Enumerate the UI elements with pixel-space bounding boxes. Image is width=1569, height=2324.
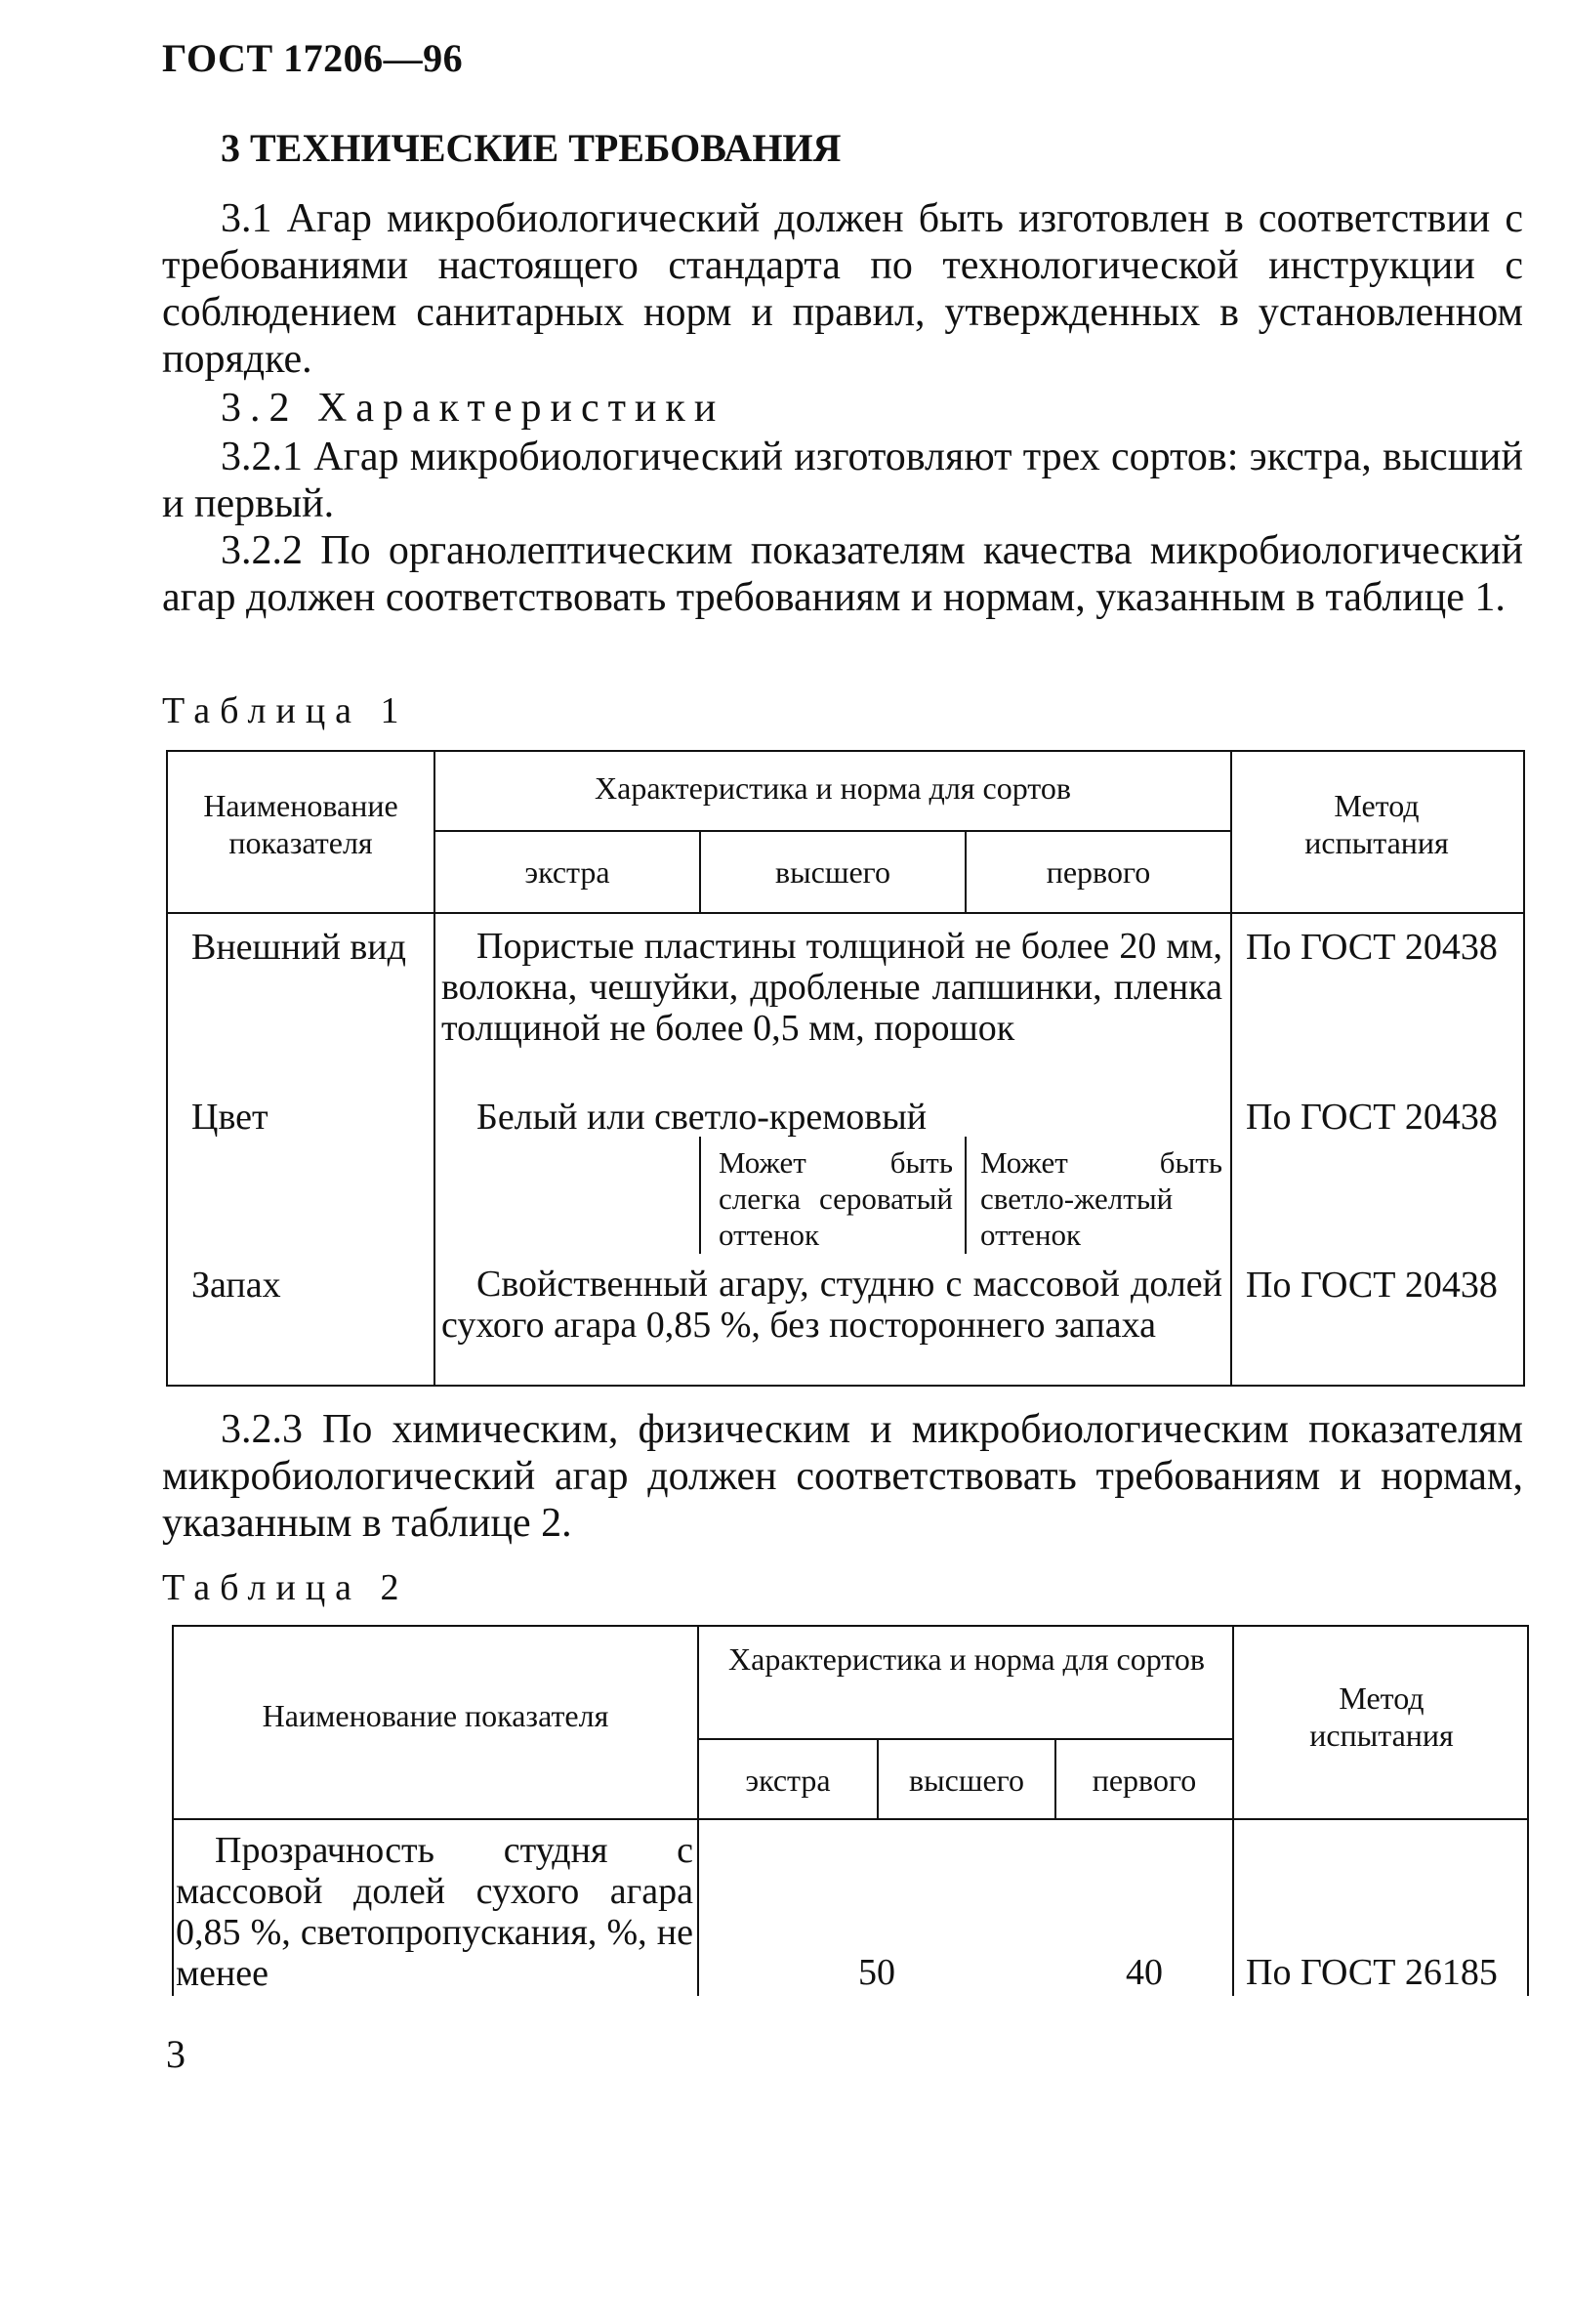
table2-header-first: первого <box>1092 1763 1197 1798</box>
table1-row-odor-method: По ГОСТ 20438 <box>1246 1265 1498 1306</box>
table1-row-odor-name: Запах <box>191 1265 281 1306</box>
page-number: 3 <box>166 2032 186 2076</box>
table2-header-name: Наименование показателя <box>262 1698 609 1733</box>
table1-header-characteristic: Характеристика и норма для сортов <box>595 770 1071 806</box>
paragraph-3-2: 3.2 Характеристики <box>221 386 725 431</box>
table1-row-appearance-name: Внешний вид <box>191 927 406 968</box>
document-header: ГОСТ 17206—96 <box>162 36 464 80</box>
table1-caption: Таблица 1 <box>162 690 409 731</box>
table1-row-appearance-value: Пористые пластины толщиной не более 20 мм, волокна, чешуйки, дробленые лапшинки, пленка толщиной не более 0,5 мм, порошок <box>441 926 1222 1049</box>
table2-row-transparency-extra-high: 50 <box>858 1952 895 1993</box>
paragraph-3-1: 3.1 Агар микробиологический должен быть изготовлен в соответствии с требованиями настоящего стандарта по технологической инструкции с соблюдением санитарных норм и правил, утвержденных в установленном порядке. <box>162 196 1523 382</box>
table1-row-color-first: Может быть светло-желтый оттенок <box>980 1145 1222 1252</box>
table1-row-odor-value: Свойственный агару, студню с массовой долей сухого агара 0,85 %, без постороннего запаха <box>441 1264 1222 1346</box>
table2-header-characteristic: Характеристика и норма для сортов <box>728 1641 1205 1677</box>
table2-row-transparency-method: По ГОСТ 26185 <box>1246 1952 1498 1993</box>
table1-header-first: первого <box>1046 854 1151 890</box>
table1-row-appearance-method: По ГОСТ 20438 <box>1246 927 1498 968</box>
section-title: 3 ТЕХНИЧЕСКИЕ ТРЕБОВАНИЯ <box>221 126 842 170</box>
table1-header-extra: экстра <box>524 854 610 890</box>
table2-row-transparency-name: Прозрачность студня с массовой долей сухого агара 0,85 %, светопропускания, %, не менее <box>176 1830 693 1994</box>
table2-row-transparency-first: 40 <box>1126 1952 1163 1993</box>
paragraph-3-2-3: 3.2.3 По химическим, физическим и микробиологическим показателям микробиологический агар должен соответствовать требованиям и нормам, указанным в таблице 2. <box>162 1407 1523 1546</box>
table1-row-color-high: Может быть слегка сероватый оттенок <box>719 1145 953 1252</box>
table1-row-color-name: Цвет <box>191 1097 268 1138</box>
table1-header-name: Наименование показателя <box>203 788 398 860</box>
table2-header-extra: экстра <box>745 1763 831 1798</box>
table1-row-color-method: По ГОСТ 20438 <box>1246 1097 1498 1138</box>
table1-header-high: высшего <box>775 854 890 890</box>
paragraph-3-2-1: 3.2.1 Агар микробиологический изготовляют трех сортов: экстра, высший и первый. <box>162 435 1523 526</box>
table1-row-color-value: Белый или светло-кремовый <box>476 1097 928 1138</box>
table2-header-high: высшего <box>909 1763 1024 1798</box>
paragraph-3-2-2: 3.2.2 По органолептическим показателям качества микробиологический агар должен соответствовать требованиям и нормам, указанным в таблице 1. <box>162 528 1523 620</box>
table2-header-method: Метод испытания <box>1309 1681 1454 1753</box>
table2-caption: Таблица 2 <box>162 1567 409 1608</box>
table1-header-method: Метод испытания <box>1304 788 1449 860</box>
